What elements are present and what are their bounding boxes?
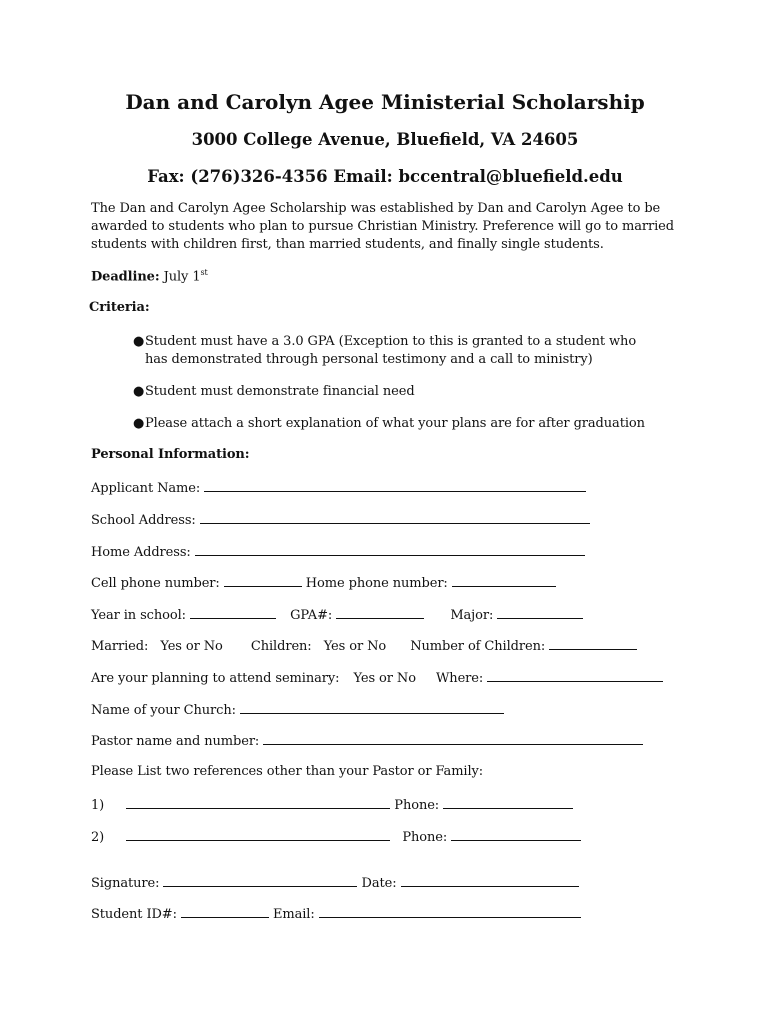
signature-label: Signature: [91,876,160,891]
applicant-name-row [91,479,586,496]
gpa-label: GPA#: [290,608,333,623]
ref2-phone-label: Phone: [402,830,448,845]
date-label: Date: [361,876,397,891]
criteria-item: ●Please attach a short explanation of what your plans are for after graduation [133,416,645,431]
school-address-label: School Address: [91,513,196,528]
form-title: Dan and Carolyn Agee Ministerial Scholarship [125,90,645,114]
signature-row [91,874,579,891]
school-address-row [91,511,590,528]
bullet-icon: ● [133,416,145,431]
home-address-label: Home Address: [91,545,191,560]
num-children-field[interactable] [549,637,637,650]
email-label: Email: [272,907,315,922]
seminary-row [91,669,663,686]
home-phone-field[interactable] [452,574,556,587]
gpa-field[interactable] [336,606,424,619]
seminary-yes-no[interactable]: Yes or No [353,671,416,686]
date-field[interactable] [401,874,579,887]
deadline-label: Deadline: [91,269,160,285]
criteria-item: ●Student must demonstrate financial need [133,384,415,399]
where-label: Where: [436,671,484,686]
deadline-value: July 1 [163,269,201,285]
student-id-field[interactable] [181,905,269,918]
ref1-phone-label: Phone: [394,798,440,813]
form-contact: Fax: (276)326-4356 Email: bccentral@bluefield.edu [147,167,623,186]
children-yes-no[interactable]: Yes or No [323,639,387,654]
reference-row-2 [91,828,581,845]
church-row [91,701,504,718]
children-label: Children: [250,639,312,654]
family-row [91,637,637,654]
applicant-name-label: Applicant Name: [91,481,201,496]
church-field[interactable] [240,701,504,714]
married-yes-no[interactable]: Yes or No [160,639,223,654]
ref1-label: 1) [91,798,105,813]
married-label: Married: [91,639,149,654]
reference-row-1 [91,796,573,813]
bullet-icon: ● [133,384,145,399]
academic-row [91,606,583,623]
intro-paragraph: The Dan and Carolyn Agee Scholarship was established by Dan and Carolyn Agee to be awarded to students who plan to pursue Christian Ministry. Preference will go to married students with children first, than married students, and finally single students. [91,201,674,252]
church-label: Name of your Church: [91,703,236,718]
pastor-label: Pastor name and number: [91,734,260,749]
cell-phone-field[interactable] [224,574,302,587]
cell-phone-label: Cell phone number: [91,576,220,591]
deadline-line [91,268,208,284]
criteria-item: ●Student must have a 3.0 GPA (Exception to this is granted to a student who has demonstrated through personal testimony and a call to ministry) [133,334,637,367]
where-field[interactable] [487,669,663,682]
school-address-field[interactable] [200,511,590,524]
id-email-row [91,905,581,922]
deadline-suffix: st [200,268,208,277]
ref2-phone-field[interactable] [451,828,581,841]
major-label: Major: [450,608,494,623]
bullet-icon: ● [133,334,145,349]
student-id-label: Student ID#: [91,907,177,922]
year-label: Year in school: [91,608,186,623]
references-heading: Please List two references other than your Pastor or Family: [91,764,484,779]
ref2-label: 2) [91,830,105,845]
seminary-label: Are your planning to attend seminary: [91,671,340,686]
signature-field[interactable] [163,874,357,887]
criteria-heading: Criteria: [89,300,150,315]
personal-info-heading: Personal Information: [91,447,250,462]
home-phone-label: Home phone number: [305,576,448,591]
home-address-field[interactable] [195,543,585,556]
year-field[interactable] [190,606,276,619]
ref1-name-field[interactable] [126,796,390,809]
ref2-name-field[interactable] [126,828,390,841]
major-field[interactable] [497,606,583,619]
form-address: 3000 College Avenue, Bluefield, VA 24605 [191,130,579,149]
email-field[interactable] [319,905,581,918]
ref1-phone-field[interactable] [443,796,573,809]
applicant-name-field[interactable] [204,479,586,492]
home-address-row [91,543,585,560]
phone-row [91,574,556,591]
num-children-label: Number of Children: [410,639,546,654]
pastor-row [91,732,643,749]
pastor-field[interactable] [263,732,643,745]
